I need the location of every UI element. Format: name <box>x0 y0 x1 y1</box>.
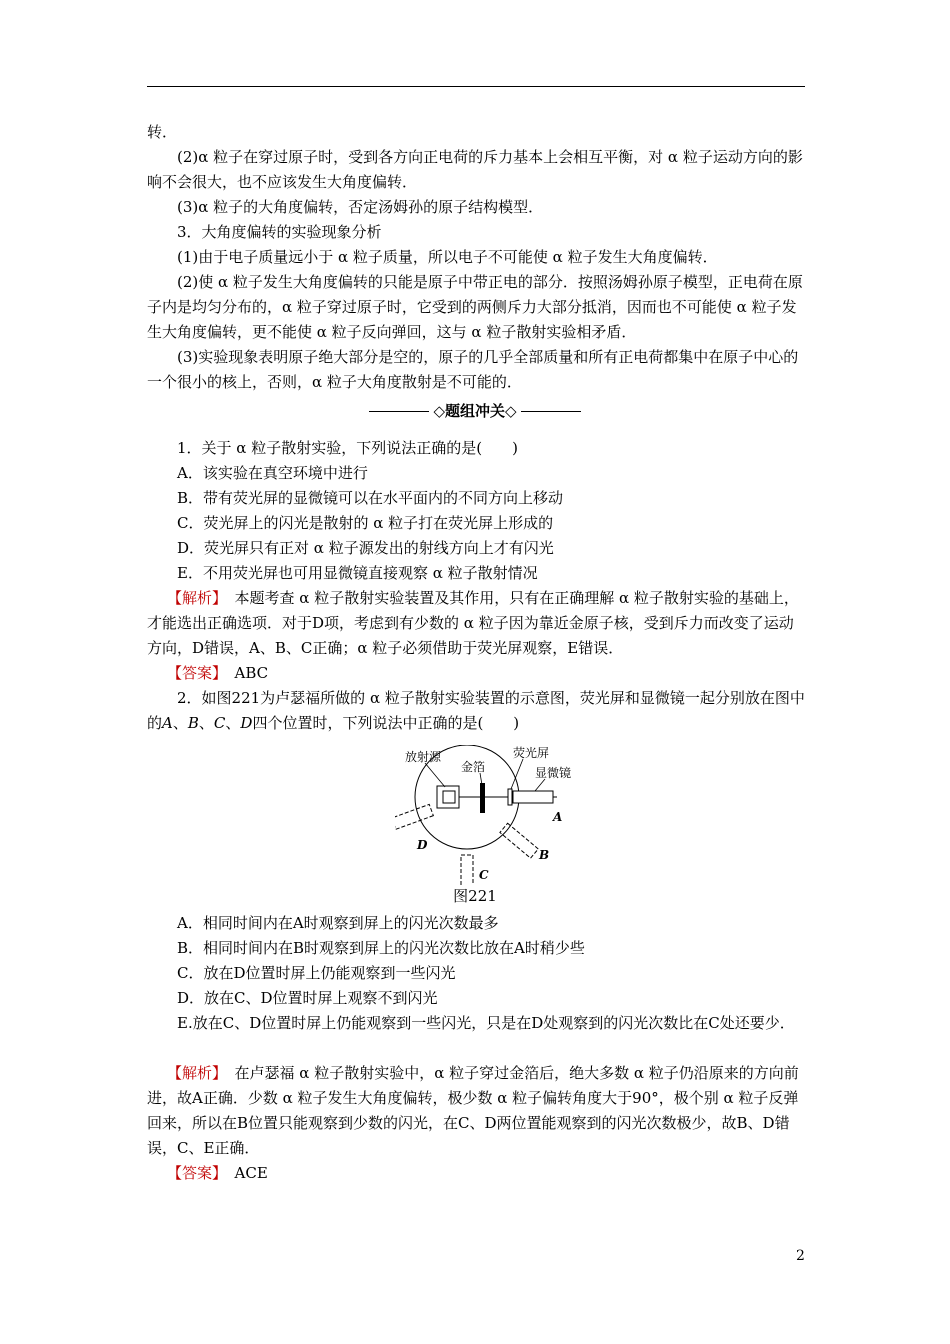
label-pos-d: D <box>417 838 428 852</box>
section-separator <box>0 400 950 421</box>
q2-option-e: E.放在C、D位置时屏上仍能观察到一些闪光，只是在D处观察到的闪光次数比在C处还要少． <box>177 1014 795 1032</box>
page-number: 2 <box>796 1248 805 1264</box>
question-1-stem: 1．关于 α 粒子散射实验，下列说法正确的是( ) <box>177 439 518 457</box>
q1-answer <box>147 661 807 686</box>
section-heading: 3．大角度偏转的实验现象分析 <box>177 223 382 241</box>
label-microscope: 显微镜 <box>535 766 572 780</box>
q2-option-d: D．放在C、D位置时屏上观察不到闪光 <box>177 989 438 1007</box>
microscope-b <box>500 823 538 858</box>
microscope-d <box>395 804 433 829</box>
text-paragraph: (2)使 α 粒子发生大角度偏转的只能是原子中带正电的部分．按照汤姆孙原子模型，正电荷在原子内是均匀分布的，α 粒子穿过原子时，它受到的两侧斥力大部分抵消，因而也不可能使 α 粒子发生大角度偏转，更不能使 α 粒子反向弹回，这与 α 粒子散射实验相矛盾． <box>147 273 803 341</box>
q2-pos-b: B <box>187 714 199 732</box>
analysis-tag: 【解析】 <box>167 1064 220 1082</box>
q1-analysis <box>147 586 807 661</box>
q1-option-a: A．该实验在真空环境中进行 <box>177 464 368 482</box>
gold-foil <box>480 783 485 813</box>
q1-option-e: E．不用荧光屏也可用显微镜直接观察 α 粒子散射情况 <box>177 564 538 582</box>
separator-title: ◇题组冲关◇ <box>433 402 517 420</box>
q1-option-d: D．荧光屏只有正对 α 粒子源发出的射线方向上才有闪光 <box>177 539 554 557</box>
screen-a <box>508 789 512 805</box>
text-line: 转． <box>147 123 178 141</box>
q2-pos-d: D <box>240 714 253 732</box>
label-pos-c: C <box>479 868 489 882</box>
label-source: 放射源 <box>405 750 442 764</box>
header-rule <box>147 86 805 87</box>
analysis-text: 本题考查 α 粒子散射实验装置及其作用，只有在正确理解 α 粒子散射实验的基础上，才能选出正确选项．对于D项，考虑到有少数的 α 粒子因为靠近金原子核，受到斥力而改变了运动方向，D错误，A、B、C正确；α 粒子必须借助于荧光屏观察，E错误． <box>147 589 799 657</box>
scattering-apparatus-figure <box>395 745 595 885</box>
text-paragraph: (2)α 粒子在穿过原子时，受到各方向正电荷的斥力基本上会相互平衡，对 α 粒子运动方向的影响不会很大，也不应该发生大角度偏转． <box>147 148 803 191</box>
q2-option-b: B．相同时间内在B时观察到屏上的闪光次数比放在A时稍少些 <box>177 939 585 957</box>
q2-option-c: C．放在D位置时屏上仍能观察到一些闪光 <box>177 964 456 982</box>
q2-stem-part-a: 2．如图221为卢瑟福所做的 α 粒子散射实验装置的示意图，荧光屏和显微镜一起分别放在图中的 <box>147 689 805 732</box>
answer-tag: 【答案】 <box>167 1164 220 1182</box>
answer-text: ABC <box>234 664 269 682</box>
analysis-tag: 【解析】 <box>167 589 220 607</box>
q2-analysis <box>147 1061 807 1161</box>
q2-pos-c: C <box>213 714 226 732</box>
analysis-text: 在卢瑟福 α 粒子散射实验中，α 粒子穿过金箔后，绝大多数 α 粒子仍沿原来的方向前进，故A正确．少数 α 粒子发生大角度偏转，极少数 α 粒子偏转角度大于90°，极个别 α 粒子反弹回来，所以在B位置只能观察到少数的闪光，在C、D两位置能观察到的闪光次数极少，故B、D错误，C、E正确． <box>147 1064 799 1157</box>
label-foil: 金箔 <box>461 760 486 774</box>
figure-caption: 图221 <box>453 887 497 905</box>
source-box <box>437 786 459 808</box>
question-2-stem: 2．如图221为卢瑟福所做的 α 粒子散射实验装置的示意图，荧光屏和显微镜一起分别放在图中的A、B、C、D四个位置时，下列说法中正确的是( ) <box>147 689 805 732</box>
answer-text: ACE <box>234 1164 268 1182</box>
q2-answer <box>147 1161 807 1186</box>
q1-option-c: C．荧光屏上的闪光是散射的 α 粒子打在荧光屏上形成的 <box>177 514 554 532</box>
label-screen: 荧光屏 <box>513 746 550 760</box>
microscope-a <box>513 791 553 803</box>
label-pos-b: B <box>539 848 550 862</box>
q2-pos-a: A <box>162 714 173 732</box>
q1-option-b: B．带有荧光屏的显微镜可以在水平面内的不同方向上移动 <box>177 489 564 507</box>
q2-stem-part-b: 四个位置时，下列说法中正确的是( ) <box>252 714 520 732</box>
q2-option-a: A．相同时间内在A时观察到屏上的闪光次数最多 <box>177 914 499 932</box>
text-paragraph: (3)实验现象表明原子绝大部分是空的，原子的几乎全部质量和所有正电荷都集中在原子中心的一个很小的核上，否则，α 粒子大角度散射是不可能的． <box>147 348 799 391</box>
answer-tag: 【答案】 <box>167 664 220 682</box>
text-paragraph: (3)α 粒子的大角度偏转，否定汤姆孙的原子结构模型． <box>177 198 544 216</box>
microscope-c <box>461 855 473 885</box>
label-pos-a: A <box>553 810 563 824</box>
text-paragraph: (1)由于电子质量远小于 α 粒子质量，所以电子不可能使 α 粒子发生大角度偏转． <box>177 248 718 266</box>
